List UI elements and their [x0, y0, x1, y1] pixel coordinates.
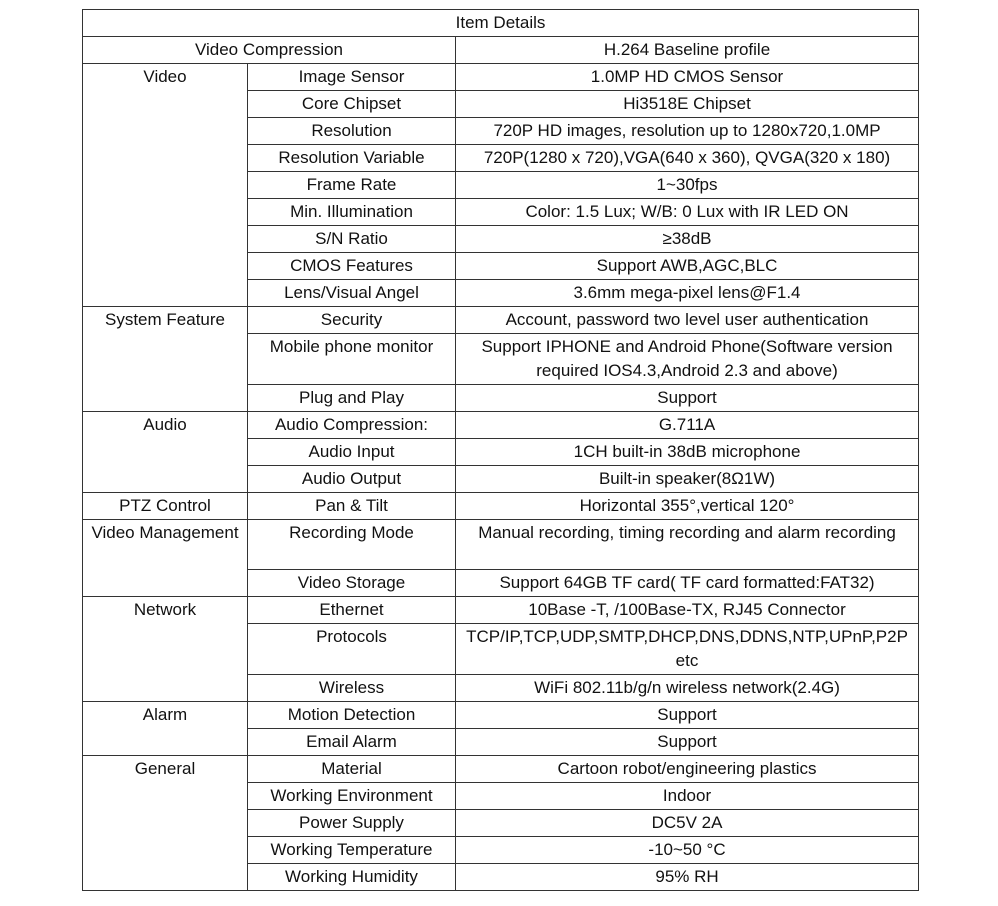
item-cell: Mobile phone monitor [248, 334, 456, 385]
item-cell: Recording Mode [248, 520, 456, 570]
item-cell: Security [248, 307, 456, 334]
table-row [83, 756, 919, 783]
value-cell: 1CH built-in 38dB microphone [456, 439, 919, 466]
category-cell: Video Compression [83, 37, 456, 64]
item-cell: Ethernet [248, 597, 456, 624]
item-cell: Audio Input [248, 439, 456, 466]
value-cell: Account, password two level user authentication [456, 307, 919, 334]
value-cell: 1.0MP HD CMOS Sensor [456, 64, 919, 91]
value-cell: Manual recording, timing recording and alarm recording [456, 520, 919, 570]
value-cell: 95% RH [456, 864, 919, 891]
value-cell: Built-in speaker(8Ω1W) [456, 466, 919, 493]
value-cell: Support AWB,AGC,BLC [456, 253, 919, 280]
value-cell: H.264 Baseline profile [456, 37, 919, 64]
value-cell: 720P(1280 x 720),VGA(640 x 360), QVGA(320 x 180) [456, 145, 919, 172]
value-cell: Support [456, 702, 919, 729]
category-cell: Alarm [83, 702, 248, 756]
value-cell: Support [456, 729, 919, 756]
item-cell: Email Alarm [248, 729, 456, 756]
item-cell: Power Supply [248, 810, 456, 837]
item-cell: Lens/Visual Angel [248, 280, 456, 307]
item-cell: Frame Rate [248, 172, 456, 199]
table-row [83, 307, 919, 334]
item-cell: Protocols [248, 624, 456, 675]
spec-table-body [83, 10, 919, 891]
item-cell: Min. Illumination [248, 199, 456, 226]
value-cell: 10Base -T, /100Base-TX, RJ45 Connector [456, 597, 919, 624]
item-cell: CMOS Features [248, 253, 456, 280]
item-cell: Pan & Tilt [248, 493, 456, 520]
value-cell: Support 64GB TF card( TF card formatted:FAT32) [456, 570, 919, 597]
table-row [83, 702, 919, 729]
spec-table [82, 9, 919, 891]
value-cell: Support [456, 385, 919, 412]
item-cell: S/N Ratio [248, 226, 456, 253]
value-cell: WiFi 802.11b/g/n wireless network(2.4G) [456, 675, 919, 702]
item-cell: Image Sensor [248, 64, 456, 91]
value-cell: DC5V 2A [456, 810, 919, 837]
value-cell: Indoor [456, 783, 919, 810]
item-cell: Motion Detection [248, 702, 456, 729]
category-cell: System Feature [83, 307, 248, 412]
table-row [83, 37, 919, 64]
value-cell: -10~50 °C [456, 837, 919, 864]
item-cell: Working Humidity [248, 864, 456, 891]
category-cell: PTZ Control [83, 493, 248, 520]
item-cell: Plug and Play [248, 385, 456, 412]
value-cell: G.711A [456, 412, 919, 439]
table-row [83, 520, 919, 570]
value-cell: Support IPHONE and Android Phone(Software version required IOS4.3,Android 2.3 and above) [456, 334, 919, 385]
category-cell: Video Management [83, 520, 248, 597]
item-cell: Resolution [248, 118, 456, 145]
table-title: Item Details [83, 10, 919, 37]
category-cell: General [83, 756, 248, 891]
table-row [83, 493, 919, 520]
category-cell: Audio [83, 412, 248, 493]
value-cell: 720P HD images, resolution up to 1280x720,1.0MP [456, 118, 919, 145]
table-row [83, 64, 919, 91]
value-cell: Cartoon robot/engineering plastics [456, 756, 919, 783]
value-cell: Horizontal 355°,vertical 120° [456, 493, 919, 520]
value-cell: Hi3518E Chipset [456, 91, 919, 118]
value-cell: ≥38dB [456, 226, 919, 253]
item-cell: Audio Compression: [248, 412, 456, 439]
category-cell: Network [83, 597, 248, 702]
value-cell: TCP/IP,TCP,UDP,SMTP,DHCP,DNS,DDNS,NTP,UPnP,P2P etc [456, 624, 919, 675]
value-cell: Color: 1.5 Lux; W/B: 0 Lux with IR LED ON [456, 199, 919, 226]
value-cell: 1~30fps [456, 172, 919, 199]
item-cell: Core Chipset [248, 91, 456, 118]
item-cell: Resolution Variable [248, 145, 456, 172]
title-row [83, 10, 919, 37]
item-cell: Audio Output [248, 466, 456, 493]
item-cell: Wireless [248, 675, 456, 702]
item-cell: Working Temperature [248, 837, 456, 864]
category-cell: Video [83, 64, 248, 307]
item-cell: Video Storage [248, 570, 456, 597]
item-cell: Working Environment [248, 783, 456, 810]
table-row [83, 597, 919, 624]
table-row [83, 412, 919, 439]
item-cell: Material [248, 756, 456, 783]
value-cell: 3.6mm mega-pixel lens@F1.4 [456, 280, 919, 307]
